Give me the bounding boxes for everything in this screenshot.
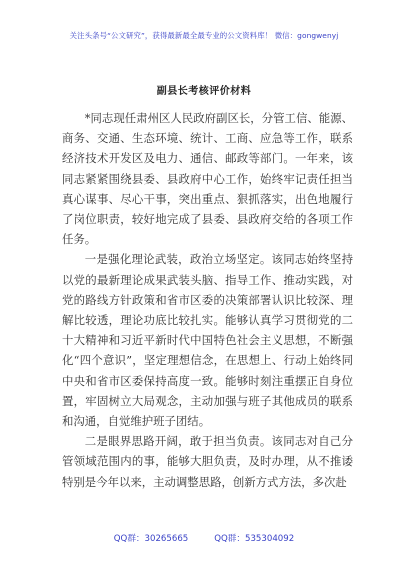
paragraph-intro: *同志现任肃州区人民政府副区长，分管工信、能源、商务、交通、生态环境、统计、工商、应急等工作，联系经济技术开发区及电力、通信、邮政等部门。一年来，该同志紧紧围绕县委、县政府中心工作，始终牢记责任担当真心谋事、尽心干事，突出重点、狠抓落实，出色地履行了岗位职责，较好地完成了县委、县政府交给的各项工作任务。 (62, 111, 353, 247)
document-body (62, 108, 353, 492)
footer-qq-group-1: QQ群：30265665 (113, 534, 189, 544)
header-promo-note: 关注头条号“公文研究”，获得最新最全最专业的公文资料库！ 微信：gongwenyj (69, 31, 339, 40)
paragraph-political: 一是强化理论武装，政治立场坚定。该同志始终坚持以党的最新理论成果武装头脑、指导工作、推动实践，对党的路线方针政策和省市区委的决策部署认识比较深、理解比较透，理论功底比较扎实。能够认真学习贯彻党的二十大精神和习近平新时代中国特色社会主义思想，不断强化“四个意识”，坚定理想信念，在思想上、行动上始终同中央和省市区委保持高度一致。能够时刻注重摆正自身位置，牢固树立大局观念，主动加强与班子其他成员的联系和沟通，自觉维护班子团结。 (62, 252, 353, 429)
paragraph-responsibility: 二是眼界思路开阔，敢于担当负责。该同志对自己分管领域范围内的事，能够大胆负责，及时办理，从不推诿特别是今年以来，主动调整思路，创新方式方法，多次赴 (62, 434, 353, 489)
footer-qq-groups (0, 532, 408, 544)
document-title: 副县长考核评价材料 (156, 86, 252, 97)
footer-qq-group-2: QQ群：535304092 (214, 534, 295, 544)
